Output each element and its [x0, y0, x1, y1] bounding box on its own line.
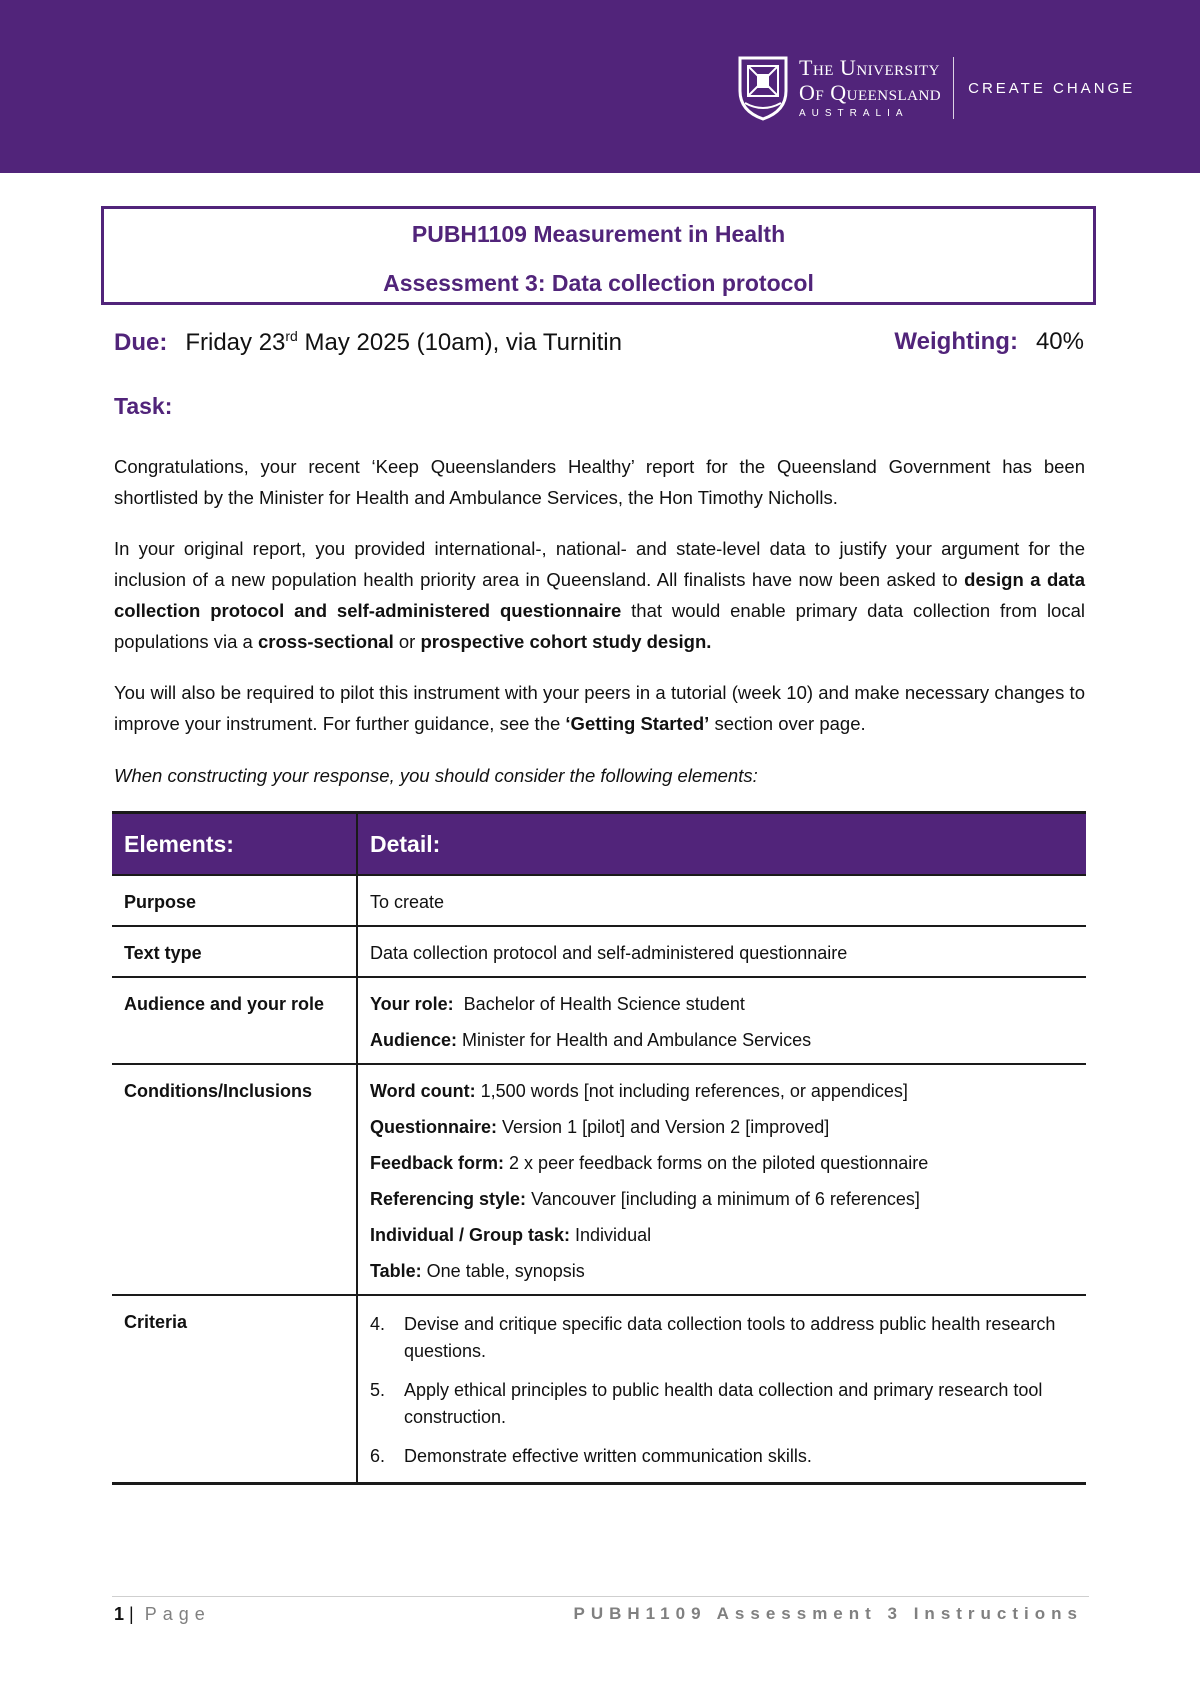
assessment-title: Assessment 3: Data collection protocol	[383, 270, 814, 296]
role-label: Your role:	[370, 994, 454, 1014]
p2-emphasis-protocol: design a data collection protocol and self-administered questionnaire	[114, 569, 1085, 621]
role-line	[370, 993, 1076, 1015]
table-row	[112, 875, 1086, 926]
table-row	[112, 1064, 1086, 1295]
due-date-rest: May 2025 (10am), via Turnitin	[297, 329, 622, 356]
weighting-value: 40%	[1035, 328, 1084, 355]
p2-text-a: In your original report, you provided international-, national- and state-level data to justify your argument for the inclusion of a new population health priority area in Queensland. All finalists have now been asked to	[114, 538, 1085, 590]
p2-text-c: that would enable primary data collection from local populations via a	[114, 600, 1085, 652]
referencing-label: Referencing style:	[370, 1189, 527, 1209]
task-type-value: Individual	[570, 1225, 652, 1245]
audience-detail	[357, 977, 1086, 1064]
p3-text-a: You will also be required to pilot this instrument with your peers in a tutorial (week 10) and make necessary changes to improve your instrument. For further guidance, see the	[114, 682, 1085, 734]
weighting-label: Weighting:	[894, 328, 1018, 355]
university-name-line1: The University	[799, 55, 940, 80]
questionnaire-label: Questionnaire:	[370, 1117, 498, 1137]
due-date-ordinal: rd	[285, 328, 298, 344]
p2-emphasis-cohort: prospective cohort study design.	[420, 631, 712, 652]
criteria-label: Criteria	[112, 1295, 357, 1484]
criteria-item	[370, 1443, 1076, 1470]
criteria-text: Devise and critique specific data collection tools to address public health research questions.	[404, 1314, 1056, 1361]
due-label: Due:	[114, 329, 168, 356]
due-row	[114, 328, 1084, 364]
task-paragraph-3	[114, 677, 1085, 739]
conditions-label: Conditions/Inclusions	[112, 1064, 357, 1295]
referencing-line	[370, 1188, 1076, 1210]
task-heading: Task:	[114, 393, 173, 419]
footer-page-number	[114, 1604, 211, 1625]
table-row	[112, 1295, 1086, 1484]
conditions-detail	[357, 1064, 1086, 1295]
questionnaire-value: Version 1 [pilot] and Version 2 [improved]	[497, 1117, 830, 1137]
university-crest-icon	[737, 55, 789, 121]
purpose-value: To create	[357, 875, 1086, 926]
title-box	[101, 206, 1096, 305]
task-type-line	[370, 1224, 1076, 1246]
text-type-value: Data collection protocol and self-administered questionnaire	[357, 926, 1086, 977]
text-type-label: Text type	[112, 926, 357, 977]
criteria-text: Apply ethical principles to public health data collection and primary research tool construction.	[404, 1380, 1043, 1427]
header-elements: Elements:	[112, 813, 357, 876]
role-value: Bachelor of Health Science student	[453, 994, 745, 1014]
questionnaire-line	[370, 1116, 1076, 1138]
criteria-list	[370, 1311, 1076, 1470]
course-title: PUBH1109 Measurement in Health	[411, 221, 786, 247]
task-type-label: Individual / Group task:	[370, 1225, 571, 1245]
p3-emphasis-getting-started: ‘Getting Started’	[565, 713, 710, 734]
task-paragraph-1: Congratulations, your recent ‘Keep Queenslanders Healthy’ report for the Queensland Government has been shortlisted by the Minister for Health and Ambulance Services, the Hon Timothy Nicholls.	[114, 456, 1085, 508]
header-band	[0, 0, 1200, 173]
audience-role-label: Audience:	[370, 1030, 458, 1050]
task-paragraph-4: When constructing your response, you should consider the following elements:	[114, 765, 758, 786]
page-word: Page	[144, 1604, 211, 1624]
audience-value: Minister for Health and Ambulance Services	[457, 1030, 812, 1050]
p2-emphasis-cross-sectional: cross-sectional	[258, 631, 394, 652]
elements-table	[112, 811, 1086, 1485]
audience-line	[370, 1029, 1076, 1051]
word-count-value: 1,500 words [not including references, or appendices]	[475, 1081, 908, 1101]
logo-divider	[953, 57, 954, 119]
criteria-number: 4.	[370, 1314, 386, 1334]
criteria-item	[370, 1377, 1076, 1431]
criteria-number: 5.	[370, 1380, 386, 1400]
table-requirement-label: Table:	[370, 1261, 422, 1281]
p3-text-c: section over page.	[709, 713, 866, 734]
p2-text-e: or	[393, 631, 421, 652]
audience-label: Audience and your role	[112, 977, 357, 1064]
tagline: CREATE CHANGE	[968, 79, 1136, 97]
university-name-line2: Of Queensland	[799, 80, 942, 105]
feedback-value: 2 x peer feedback forms on the piloted questionnaire	[504, 1153, 929, 1173]
feedback-label: Feedback form:	[370, 1153, 505, 1173]
criteria-detail	[357, 1295, 1086, 1484]
criteria-item	[370, 1311, 1076, 1365]
university-logo	[737, 52, 1135, 124]
university-country: AUSTRALIA	[799, 108, 909, 119]
due-date-day: Friday 23	[185, 329, 286, 356]
table-requirement-value: One table, synopsis	[421, 1261, 585, 1281]
page-separator: |	[124, 1604, 139, 1624]
criteria-text: Demonstrate effective written communication skills.	[404, 1446, 812, 1466]
table-row	[112, 977, 1086, 1064]
criteria-number: 6.	[370, 1446, 386, 1466]
word-count-label: Word count:	[370, 1081, 476, 1101]
page-number: 1	[114, 1604, 125, 1624]
task-paragraph-2	[114, 533, 1085, 657]
due-date	[185, 329, 622, 356]
word-count-line	[370, 1080, 1076, 1102]
footer-doc-title: PUBH1109 Assessment 3 Instructions	[573, 1604, 1083, 1623]
table-row	[112, 926, 1086, 977]
footer-rule	[112, 1596, 1089, 1597]
feedback-line	[370, 1152, 1076, 1174]
table-requirement-line	[370, 1260, 1076, 1282]
referencing-value: Vancouver [including a minimum of 6 references]	[526, 1189, 920, 1209]
table-header-row	[112, 813, 1086, 876]
header-detail: Detail:	[357, 813, 1086, 876]
purpose-label: Purpose	[112, 875, 357, 926]
